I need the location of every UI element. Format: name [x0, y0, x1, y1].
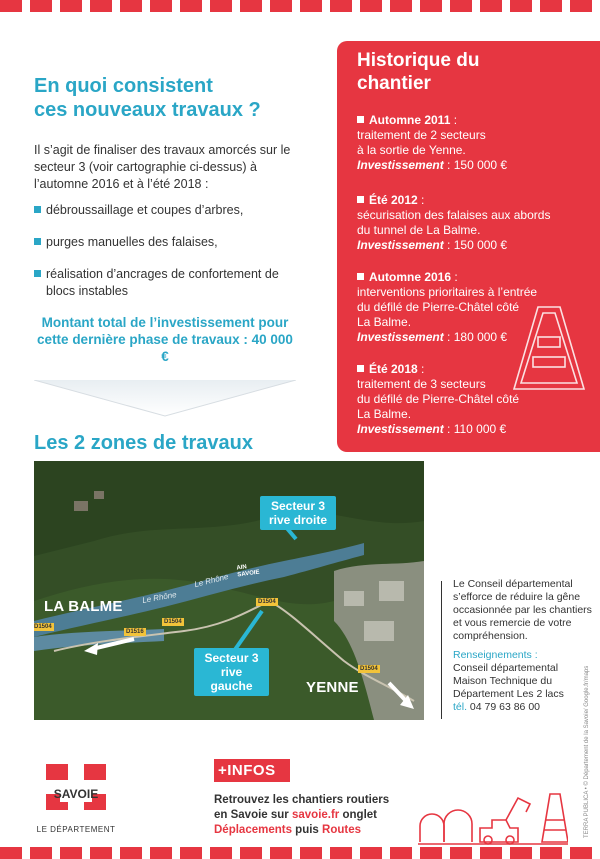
rens-label: Renseignements :: [453, 649, 538, 661]
construction-illustration-icon: [418, 790, 568, 846]
investment-value: : 150 000 €: [443, 238, 508, 252]
tel-value: 04 79 63 86 00: [467, 701, 540, 713]
list-item-text: réalisation d’ancrages de confortement de blocs instables: [46, 267, 279, 298]
rens-line: Conseil départemental: [453, 662, 559, 674]
entry-line: traitement de 2 secteurs: [357, 128, 486, 142]
infos-badge: [214, 759, 290, 782]
notice-block: [453, 578, 593, 714]
infos-line3-mid: puis: [291, 824, 323, 836]
entry-period: Été 2012: [369, 193, 418, 207]
entry-sep: :: [417, 362, 425, 376]
place-yenne: YENNE: [306, 679, 359, 696]
list-item: [34, 234, 304, 251]
list-item: [34, 266, 304, 300]
history-title: [357, 49, 587, 95]
road-tag: D1504: [164, 619, 182, 625]
bullet-square-icon: [34, 238, 41, 245]
callout-line: rive droite: [268, 513, 328, 527]
investment-total: Montant total de l’investissement pour cette dernière phase de travaux : 40 000 €: [37, 315, 293, 364]
bullet-square-icon: [357, 365, 364, 372]
bullet-square-icon: [357, 116, 364, 123]
list-item-text: purges manuelles des falaises,: [46, 235, 218, 249]
works-list: [34, 202, 304, 313]
road-tag: D1504: [34, 624, 52, 630]
callout-line: Secteur 3: [204, 651, 259, 665]
river-label: Le Rhône: [141, 590, 178, 605]
callout-secteur3-rive-droite: [260, 496, 336, 530]
link-routes[interactable]: Routes: [322, 824, 361, 836]
river-label: Le Rhône: [193, 571, 230, 590]
entry-period: Automne 2016: [369, 270, 452, 284]
savoie-link[interactable]: savoie.fr: [291, 809, 340, 821]
photo-credit: TERRA PUBLICA • © Département de la Savoie/ Google.fr/maps: [584, 665, 590, 838]
entry-sep: :: [450, 113, 458, 127]
infos-line2-pre: en Savoie sur: [214, 809, 292, 821]
history-entry-2011: [357, 113, 587, 173]
callout-line: rive gauche: [210, 665, 253, 693]
road-sign-a-icon: [510, 303, 588, 393]
bullet-square-icon: [357, 196, 364, 203]
history-title-line1: Historique du: [357, 50, 480, 71]
infos-line1: Retrouvez les chantiers routiers: [214, 794, 390, 806]
history-title-line2: chantier: [357, 73, 431, 94]
border-ain: AIN: [236, 564, 248, 572]
entry-line: du défilé de Pierre-Châtel côté: [357, 392, 520, 406]
entry-line: traitement de 3 secteurs: [357, 377, 486, 391]
entry-sep: :: [417, 193, 425, 207]
bullet-square-icon: [357, 273, 364, 280]
investment-label: Investissement: [357, 158, 444, 172]
link-deplacements[interactable]: Déplacements: [214, 824, 292, 836]
investment-value: : 150 000 €: [443, 158, 508, 172]
top-hazard-stripe: [0, 0, 600, 12]
infos-text: [214, 793, 414, 838]
notice-divider: [441, 581, 442, 719]
entry-period: Été 2018: [369, 362, 418, 376]
investment-label: Investissement: [357, 238, 444, 252]
entry-line: interventions prioritaires à l’entrée: [357, 285, 538, 299]
list-item-text: débroussaillage et coupes d’arbres,: [46, 203, 244, 217]
road-tag: D1516: [126, 629, 144, 635]
intro-paragraph: Il s’agit de finaliser des travaux amorcés sur le secteur 3 (voir cartographie ci-dessus) à l’automne 2016 et à l’été 2018 :: [34, 143, 291, 191]
entry-period: Automne 2011: [369, 113, 451, 127]
entry-line: à la sortie de Yenne.: [357, 143, 466, 157]
bottom-hazard-stripe: [0, 847, 600, 859]
investment-label: Investissement: [357, 422, 444, 436]
entry-line: du tunnel de La Balme.: [357, 223, 481, 237]
bullet-square-icon: [34, 270, 41, 277]
infos-line2-post: onglet: [339, 809, 377, 821]
history-panel: [337, 41, 600, 452]
callout-secteur3-rive-gauche: [194, 648, 269, 696]
logo-name: SAVOIE: [53, 787, 99, 801]
title-line1: En quoi consistent: [34, 75, 213, 97]
place-la-balme: LA BALME: [44, 598, 123, 615]
rens-line: Département Les 2 lacs: [453, 688, 564, 700]
callout-line: Secteur 3: [270, 499, 326, 513]
title-line2: ces nouveaux travaux ?: [34, 99, 261, 121]
bullet-square-icon: [34, 206, 41, 213]
investment-value: : 110 000 €: [443, 422, 507, 436]
infos-plus: +: [218, 762, 228, 779]
logo-sub: LE DÉPARTEMENT: [36, 825, 116, 834]
entry-line: La Balme.: [357, 407, 412, 421]
section-title-travaux: [34, 74, 314, 122]
entry-line: sécurisation des falaises aux abords: [357, 208, 551, 222]
border-savoie: SAVOIE: [237, 569, 260, 579]
tel-label: tél.: [453, 701, 468, 713]
entry-line: du défilé de Pierre-Châtel côté: [357, 300, 520, 314]
rens-line: Maison Technique du: [453, 675, 553, 687]
entry-sep: :: [451, 270, 458, 284]
road-tag: D1504: [258, 599, 276, 605]
notice-text: Le Conseil départemental s’efforce de réduire la gêne occasionnée par les chantiers et vous remercie de votre compréhension.: [453, 578, 592, 642]
investment-label: Investissement: [357, 330, 444, 344]
savoie-logo: [34, 764, 126, 836]
aerial-map: [34, 461, 424, 720]
zones-title: Les 2 zones de travaux: [34, 432, 253, 454]
entry-line: La Balme.: [357, 315, 412, 329]
history-entry-2012: [357, 193, 587, 253]
chevron-divider-icon: [34, 380, 296, 418]
investment-value: : 180 000 €: [443, 330, 508, 344]
road-tag: D1504: [360, 666, 378, 672]
infos-label: INFOS: [227, 762, 276, 779]
list-item: [34, 202, 304, 219]
